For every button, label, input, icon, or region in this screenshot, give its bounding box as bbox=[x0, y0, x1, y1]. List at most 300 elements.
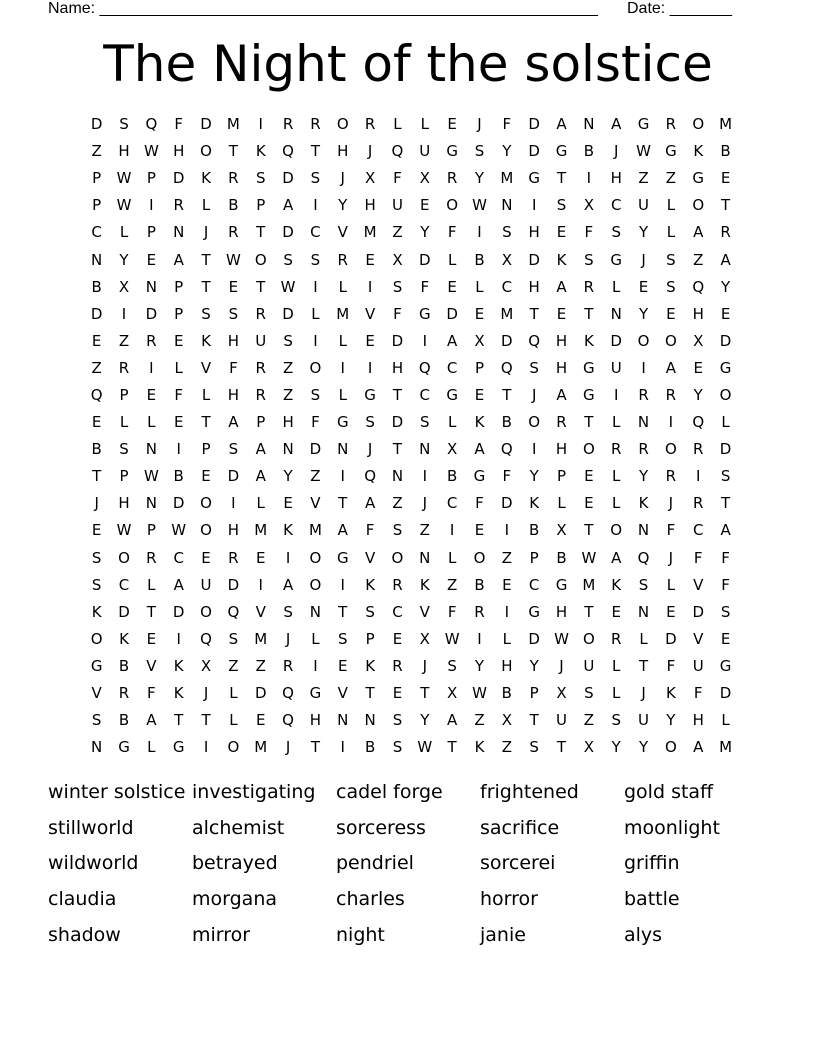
grid-row bbox=[83, 572, 739, 599]
grid-letter: K bbox=[693, 142, 704, 161]
grid-letter: E bbox=[447, 115, 457, 134]
grid-letter: H bbox=[309, 711, 322, 730]
grid-letter: Z bbox=[501, 738, 512, 757]
grid-letter: P bbox=[119, 385, 129, 404]
grid-letter: U bbox=[200, 575, 212, 594]
grid-letter: O bbox=[309, 575, 322, 594]
grid-letter: H bbox=[528, 277, 540, 296]
grid-letter: F bbox=[229, 358, 238, 377]
grid-letter: L bbox=[612, 656, 621, 675]
grid-letter: H bbox=[555, 331, 568, 350]
grid-letter: Q bbox=[282, 684, 294, 703]
grid-letter: O bbox=[446, 196, 459, 215]
grid-letter: E bbox=[502, 575, 512, 594]
grid-letter: L bbox=[119, 413, 129, 432]
grid-letter: O bbox=[582, 629, 595, 648]
grid-letter: I bbox=[258, 115, 263, 134]
grid-letter: R bbox=[173, 196, 184, 215]
grid-letter: M bbox=[254, 521, 268, 540]
grid-letter: H bbox=[528, 223, 540, 242]
grid-letter: E bbox=[611, 602, 621, 621]
grid-letter: U bbox=[556, 711, 567, 730]
grid-letter: R bbox=[282, 656, 294, 675]
grid-letter: K bbox=[583, 331, 594, 350]
grid-letter: G bbox=[90, 656, 103, 675]
grid-letter: F bbox=[666, 656, 676, 675]
grid-row bbox=[83, 734, 739, 761]
grid-letter: L bbox=[147, 575, 156, 594]
grid-letter: F bbox=[693, 684, 703, 703]
grid-letter: Q bbox=[500, 440, 513, 459]
grid-letter: S bbox=[283, 250, 293, 269]
grid-letter: E bbox=[638, 277, 649, 296]
grid-letter: F bbox=[365, 521, 375, 540]
grid-letter: J bbox=[367, 142, 373, 161]
grid-letter: T bbox=[201, 413, 211, 432]
grid-letter: S bbox=[228, 629, 239, 648]
grid-letter: N bbox=[637, 413, 650, 432]
grid-letter: M bbox=[363, 223, 377, 242]
grid-letter: K bbox=[173, 684, 184, 703]
name-field-label: Name: ________________________________________________________ bbox=[48, 0, 598, 17]
grid-letter: D bbox=[446, 304, 458, 323]
grid-letter: Z bbox=[310, 467, 321, 486]
grid-letter: I bbox=[340, 575, 345, 594]
grid-letter: X bbox=[392, 250, 403, 269]
grid-letter: J bbox=[641, 684, 646, 703]
grid-letter: B bbox=[720, 142, 731, 161]
grid-letter: T bbox=[502, 385, 512, 404]
grid-letter: T bbox=[638, 656, 649, 675]
grid-letter: G bbox=[719, 358, 732, 377]
grid-letter: F bbox=[721, 548, 730, 567]
grid-letter: M bbox=[500, 304, 514, 323]
grid-letter: G bbox=[473, 467, 486, 486]
grid-letter: I bbox=[121, 304, 127, 323]
grid-letter: H bbox=[173, 142, 185, 161]
grid-letter: E bbox=[255, 711, 266, 730]
grid-letter: S bbox=[91, 548, 102, 567]
grid-letter: J bbox=[668, 494, 674, 513]
grid-letter: O bbox=[582, 440, 595, 459]
grid-letter: E bbox=[146, 629, 157, 648]
grid-letter: H bbox=[227, 331, 240, 350]
grid-letter: J bbox=[559, 656, 564, 675]
grid-letter: D bbox=[719, 440, 732, 459]
grid-letter: E bbox=[392, 629, 403, 648]
grid-letter: O bbox=[309, 358, 322, 377]
grid-letter: K bbox=[365, 575, 376, 594]
grid-letter: S bbox=[228, 440, 239, 459]
grid-letter: A bbox=[282, 196, 294, 215]
word-bank-item: claudia bbox=[48, 887, 117, 910]
word-bank-item: investigating bbox=[192, 780, 316, 803]
grid-letter: D bbox=[145, 304, 158, 323]
grid-letter: R bbox=[392, 656, 403, 675]
grid-letter: W bbox=[225, 250, 241, 269]
grid-letter: O bbox=[528, 413, 541, 432]
page-title: The Night of the solstice bbox=[103, 35, 713, 93]
grid-letter: O bbox=[719, 385, 732, 404]
grid-letter: N bbox=[364, 711, 376, 730]
word-bank-row bbox=[48, 881, 768, 917]
grid-letter: R bbox=[665, 467, 677, 486]
grid-letter: T bbox=[256, 277, 266, 296]
grid-letter: S bbox=[392, 521, 403, 540]
grid-letter: Y bbox=[529, 467, 539, 486]
grid-letter: R bbox=[446, 169, 458, 188]
grid-letter: C bbox=[118, 575, 130, 594]
grid-letter: H bbox=[501, 656, 513, 675]
grid-letter: L bbox=[612, 467, 621, 486]
grid-letter: A bbox=[447, 711, 458, 730]
grid-letter: P bbox=[201, 440, 211, 459]
grid-row bbox=[83, 490, 739, 517]
grid-letter: S bbox=[310, 250, 321, 269]
grid-letter: L bbox=[612, 277, 621, 296]
grid-letter: H bbox=[555, 358, 568, 377]
grid-letter: S bbox=[447, 656, 457, 675]
grid-letter: N bbox=[637, 521, 650, 540]
grid-letter: L bbox=[338, 385, 347, 404]
grid-letter: Y bbox=[474, 656, 485, 675]
grid-letter: I bbox=[422, 467, 428, 486]
grid-letter: E bbox=[91, 331, 102, 350]
grid-letter: I bbox=[176, 440, 181, 459]
grid-letter: A bbox=[173, 250, 184, 269]
grid-letter: D bbox=[528, 629, 540, 648]
grid-letter: D bbox=[719, 331, 732, 350]
grid-letter: E bbox=[392, 684, 403, 703]
grid-letter: Q bbox=[391, 142, 404, 161]
grid-letter: I bbox=[668, 413, 674, 432]
grid-letter: D bbox=[90, 115, 103, 134]
grid-letter: R bbox=[255, 304, 266, 323]
grid-letter: L bbox=[201, 385, 211, 404]
grid-letter: R bbox=[118, 684, 130, 703]
grid-letter: T bbox=[338, 602, 348, 621]
grid-letter: I bbox=[313, 331, 318, 350]
grid-letter: I bbox=[340, 358, 345, 377]
grid-letter: E bbox=[584, 494, 594, 513]
word-bank-item: alys bbox=[624, 923, 663, 946]
grid-letter: R bbox=[255, 385, 266, 404]
grid-letter: S bbox=[119, 440, 129, 459]
grid-letter: D bbox=[610, 331, 622, 350]
grid-letter: L bbox=[612, 413, 621, 432]
grid-letter: L bbox=[612, 684, 621, 703]
grid-letter: G bbox=[446, 385, 458, 404]
grid-letter: O bbox=[90, 629, 103, 648]
grid-letter: S bbox=[720, 602, 731, 621]
grid-letter: I bbox=[231, 494, 236, 513]
grid-letter: K bbox=[556, 250, 567, 269]
grid-letter: P bbox=[556, 467, 567, 486]
word-bank-row bbox=[48, 917, 768, 953]
grid-letter: B bbox=[501, 684, 512, 703]
word-bank-item: charles bbox=[336, 887, 405, 910]
word-bank-row bbox=[48, 774, 768, 810]
grid-letter: A bbox=[447, 331, 458, 350]
grid-letter: R bbox=[720, 223, 731, 242]
grid-letter: A bbox=[474, 440, 485, 459]
grid-row bbox=[83, 192, 739, 219]
word-bank-item: stillworld bbox=[48, 816, 134, 839]
grid-letter: P bbox=[174, 304, 184, 323]
grid-letter: W bbox=[554, 629, 569, 648]
grid-letter: C bbox=[392, 602, 403, 621]
grid-letter: I bbox=[313, 277, 318, 296]
grid-letter: T bbox=[174, 711, 184, 730]
grid-letter: D bbox=[172, 602, 185, 621]
grid-letter: R bbox=[556, 413, 567, 432]
grid-letter: P bbox=[256, 413, 266, 432]
grid-letter: I bbox=[258, 575, 263, 594]
grid-letter: L bbox=[338, 331, 347, 350]
grid-letter: V bbox=[310, 494, 321, 513]
grid-letter: S bbox=[392, 277, 403, 296]
grid-letter: H bbox=[692, 304, 704, 323]
grid-letter: W bbox=[280, 277, 296, 296]
grid-letter: S bbox=[584, 250, 594, 269]
grid-letter: R bbox=[474, 602, 485, 621]
word-bank-item: battle bbox=[624, 887, 680, 910]
grid-letter: D bbox=[528, 142, 540, 161]
grid-letter: D bbox=[391, 331, 404, 350]
grid-letter: S bbox=[720, 467, 731, 486]
grid-letter: G bbox=[172, 738, 185, 757]
grid-letter: O bbox=[637, 331, 650, 350]
grid-letter: E bbox=[338, 656, 348, 675]
grid-letter: F bbox=[393, 169, 402, 188]
grid-letter: S bbox=[502, 223, 512, 242]
grid-letter: L bbox=[393, 115, 402, 134]
grid-row bbox=[83, 355, 739, 382]
grid-letter: I bbox=[449, 521, 455, 540]
grid-letter: S bbox=[611, 711, 621, 730]
grid-letter: V bbox=[91, 684, 102, 703]
grid-letter: A bbox=[255, 467, 266, 486]
grid-letter: M bbox=[582, 575, 596, 594]
grid-letter: T bbox=[392, 385, 403, 404]
grid-letter: S bbox=[392, 711, 403, 730]
grid-letter: W bbox=[116, 169, 132, 188]
grid-letter: H bbox=[118, 142, 130, 161]
grid-letter: I bbox=[340, 467, 345, 486]
grid-letter: A bbox=[337, 521, 348, 540]
grid-letter: T bbox=[146, 602, 156, 621]
grid-letter: T bbox=[201, 711, 211, 730]
grid-letter: T bbox=[584, 521, 594, 540]
grid-letter: P bbox=[529, 684, 539, 703]
grid-letter: H bbox=[337, 142, 349, 161]
grid-letter: T bbox=[529, 711, 539, 730]
grid-letter: B bbox=[556, 548, 567, 567]
grid-letter: Z bbox=[474, 711, 485, 730]
grid-letter: V bbox=[364, 548, 376, 567]
grid-letter: J bbox=[203, 684, 209, 703]
grid-letter: O bbox=[664, 440, 677, 459]
grid-letter: S bbox=[91, 711, 102, 730]
grid-letter: R bbox=[665, 115, 677, 134]
grid-letter: O bbox=[200, 494, 212, 513]
grid-letter: B bbox=[91, 440, 102, 459]
grid-letter: W bbox=[472, 196, 487, 215]
grid-letter: K bbox=[91, 602, 102, 621]
grid-letter: I bbox=[696, 467, 701, 486]
grid-letter: K bbox=[255, 142, 266, 161]
grid-letter: E bbox=[365, 331, 375, 350]
grid-letter: Q bbox=[500, 358, 513, 377]
grid-letter: N bbox=[91, 738, 103, 757]
grid-letter: E bbox=[146, 385, 157, 404]
grid-letter: Q bbox=[282, 711, 294, 730]
grid-letter: X bbox=[556, 684, 567, 703]
grid-letter: S bbox=[338, 629, 348, 648]
grid-letter: E bbox=[720, 169, 731, 188]
grid-letter: D bbox=[227, 575, 240, 594]
grid-letter: L bbox=[666, 223, 676, 242]
grid-letter: K bbox=[611, 575, 622, 594]
grid-letter: D bbox=[90, 304, 103, 323]
grid-letter: N bbox=[419, 440, 431, 459]
grid-letter: S bbox=[666, 277, 676, 296]
grid-letter: S bbox=[119, 115, 129, 134]
grid-row bbox=[83, 680, 739, 707]
grid-letter: D bbox=[282, 169, 294, 188]
grid-letter: R bbox=[693, 440, 704, 459]
grid-letter: N bbox=[419, 548, 431, 567]
grid-letter: E bbox=[146, 250, 157, 269]
grid-letter: B bbox=[91, 277, 102, 296]
grid-letter: J bbox=[477, 115, 482, 134]
grid-letter: E bbox=[474, 304, 485, 323]
grid-row bbox=[83, 545, 739, 572]
grid-letter: K bbox=[419, 575, 430, 594]
grid-letter: U bbox=[610, 358, 622, 377]
grid-letter: X bbox=[200, 656, 212, 675]
grid-letter: U bbox=[391, 196, 403, 215]
grid-letter: I bbox=[367, 277, 373, 296]
grid-letter: G bbox=[336, 413, 349, 432]
grid-letter: S bbox=[283, 331, 293, 350]
grid-row bbox=[83, 274, 739, 301]
grid-letter: G bbox=[418, 304, 431, 323]
grid-letter: Z bbox=[282, 385, 294, 404]
grid-letter: D bbox=[692, 602, 705, 621]
grid-letter: Q bbox=[90, 385, 103, 404]
grid-letter: O bbox=[200, 602, 212, 621]
grid-letter: B bbox=[364, 738, 376, 757]
grid-letter: L bbox=[721, 413, 730, 432]
grid-letter: S bbox=[666, 250, 676, 269]
grid-letter: K bbox=[365, 656, 376, 675]
grid-letter: V bbox=[693, 575, 704, 594]
grid-letter: L bbox=[502, 629, 511, 648]
grid-letter: F bbox=[502, 115, 512, 134]
grid-letter: G bbox=[583, 385, 595, 404]
word-bank-item: winter solstice bbox=[48, 780, 186, 803]
grid-letter: P bbox=[146, 169, 156, 188]
grid-letter: F bbox=[475, 494, 484, 513]
grid-letter: F bbox=[502, 467, 512, 486]
grid-letter: B bbox=[446, 467, 458, 486]
grid-letter: J bbox=[422, 494, 428, 513]
grid-letter: D bbox=[118, 602, 130, 621]
grid-letter: G bbox=[118, 738, 130, 757]
grid-letter: U bbox=[419, 142, 431, 161]
grid-letter: Z bbox=[282, 358, 294, 377]
grid-letter: T bbox=[584, 413, 594, 432]
grid-letter: C bbox=[446, 358, 458, 377]
grid-letter: Z bbox=[693, 250, 704, 269]
grid-row bbox=[83, 219, 739, 246]
word-bank-item: moonlight bbox=[624, 816, 720, 839]
grid-letter: O bbox=[391, 548, 404, 567]
grid-letter: C bbox=[91, 223, 102, 242]
grid-letter: Y bbox=[638, 223, 649, 242]
grid-letter: Z bbox=[419, 521, 430, 540]
grid-letter: J bbox=[367, 440, 373, 459]
grid-letter: M bbox=[719, 738, 733, 757]
grid-letter: D bbox=[172, 494, 185, 513]
grid-letter: Y bbox=[611, 738, 621, 757]
grid-letter: L bbox=[256, 494, 265, 513]
grid-letter: H bbox=[227, 521, 240, 540]
grid-letter: R bbox=[146, 331, 157, 350]
grid-letter: E bbox=[447, 277, 457, 296]
grid-letter: Y bbox=[666, 711, 676, 730]
grid-letter: J bbox=[641, 250, 646, 269]
grid-letter: E bbox=[584, 467, 594, 486]
grid-letter: P bbox=[529, 548, 539, 567]
word-bank-item: sorceress bbox=[336, 816, 426, 839]
grid-letter: S bbox=[365, 413, 375, 432]
grid-letter: X bbox=[583, 196, 594, 215]
grid-letter: T bbox=[201, 277, 211, 296]
grid-letter: A bbox=[173, 575, 184, 594]
grid-row bbox=[83, 111, 739, 138]
grid-letter: K bbox=[529, 494, 540, 513]
grid-letter: P bbox=[174, 277, 184, 296]
grid-letter: D bbox=[501, 494, 513, 513]
grid-letter: V bbox=[419, 602, 430, 621]
grid-letter: S bbox=[310, 169, 321, 188]
grid-letter: K bbox=[474, 738, 485, 757]
grid-letter: R bbox=[337, 250, 348, 269]
grid-letter: Y bbox=[474, 169, 485, 188]
grid-letter: C bbox=[446, 494, 458, 513]
grid-letter: S bbox=[283, 602, 293, 621]
grid-letter: X bbox=[474, 331, 485, 350]
grid-letter: O bbox=[692, 115, 705, 134]
grid-letter: K bbox=[638, 494, 649, 513]
grid-letter: E bbox=[91, 521, 102, 540]
grid-letter: Z bbox=[665, 169, 677, 188]
grid-letter: R bbox=[118, 358, 130, 377]
grid-letter: O bbox=[200, 142, 212, 161]
grid-letter: D bbox=[719, 684, 732, 703]
grid-letter: G bbox=[555, 142, 568, 161]
grid-letter: Q bbox=[418, 358, 431, 377]
grid-letter: Q bbox=[528, 331, 541, 350]
grid-letter: I bbox=[477, 629, 482, 648]
grid-letter: A bbox=[282, 575, 294, 594]
grid-letter: N bbox=[145, 440, 157, 459]
word-bank-item: gold staff bbox=[624, 780, 714, 803]
grid-letter: R bbox=[638, 440, 649, 459]
grid-letter: T bbox=[338, 494, 348, 513]
